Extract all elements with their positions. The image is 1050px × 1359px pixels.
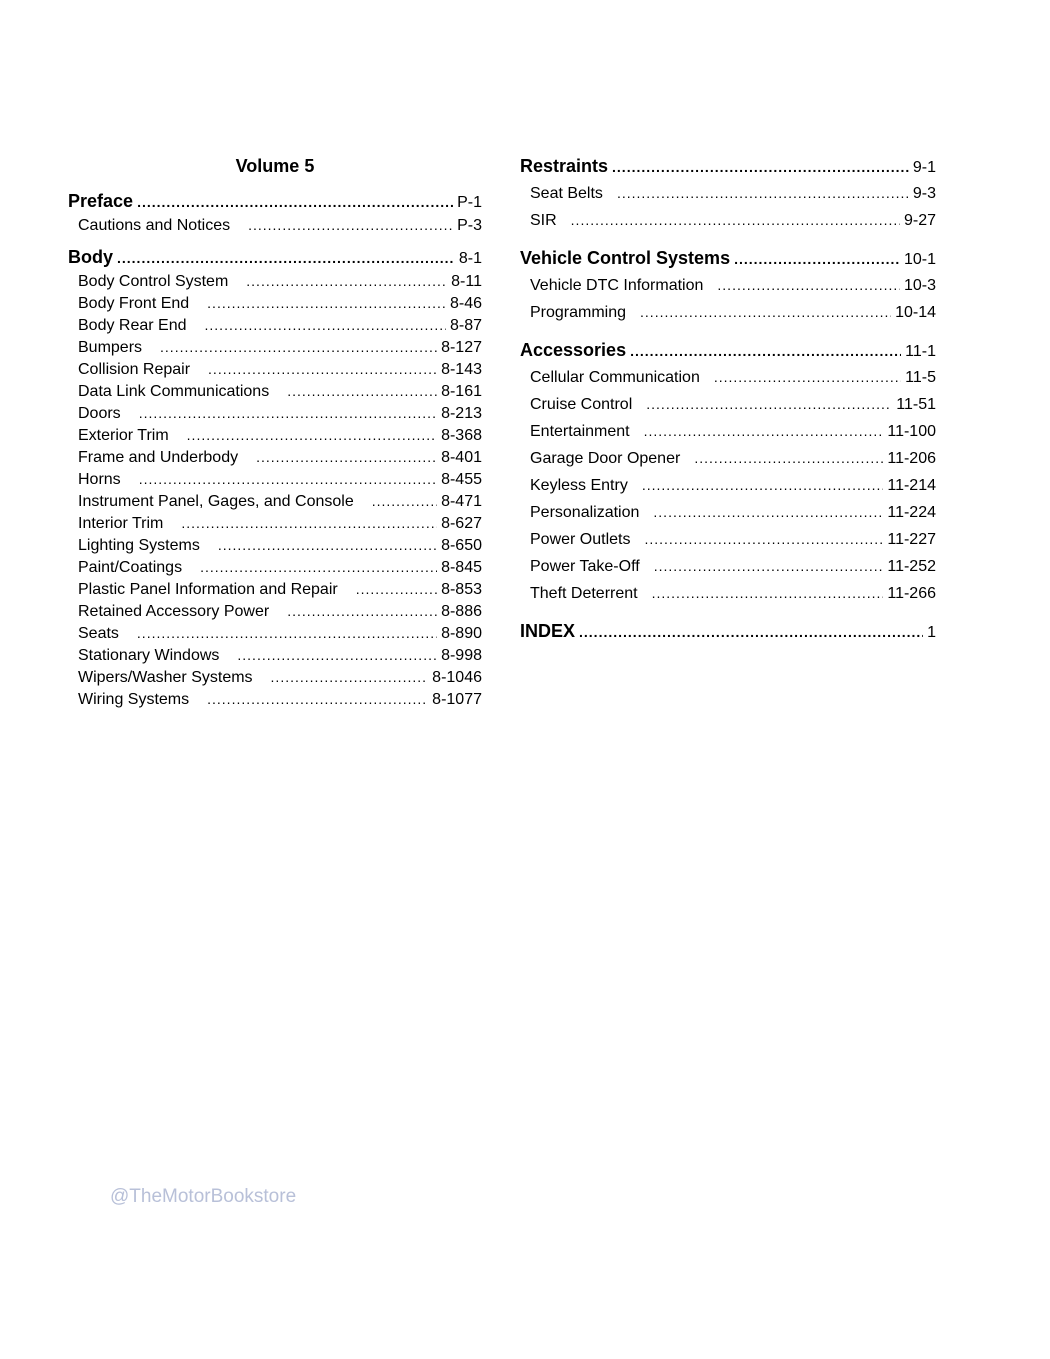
entry-page: 11-266 — [887, 585, 936, 602]
toc-entry[interactable] — [68, 644, 482, 666]
section-title: INDEX — [520, 621, 576, 641]
entry-page: 8-401 — [441, 449, 482, 466]
entry-label: Cellular Communication — [530, 369, 700, 386]
dot-leader — [160, 336, 437, 358]
dot-leader — [571, 207, 900, 234]
entry-label: Interior Trim — [78, 515, 164, 532]
entry-page: 8-46 — [449, 295, 482, 312]
dot-leader — [208, 358, 437, 380]
dot-leader — [271, 666, 429, 688]
toc-section-restraints[interactable] — [520, 152, 936, 180]
toc-entry[interactable] — [68, 402, 482, 424]
dot-leader — [287, 600, 437, 622]
entry-label: Paint/Coatings — [78, 559, 183, 576]
toc-entry[interactable] — [68, 512, 482, 534]
entry-page: 11-206 — [887, 450, 936, 467]
toc-section-body[interactable] — [68, 244, 482, 270]
entry-page: 10-14 — [895, 304, 936, 321]
entry-label: Programming — [530, 304, 627, 321]
entry-page: 8-886 — [441, 603, 482, 620]
dot-leader — [237, 644, 437, 666]
toc-entry[interactable] — [68, 468, 482, 490]
entry-label: Power Take-Off — [530, 558, 640, 575]
dot-leader — [372, 490, 437, 512]
dot-leader — [644, 418, 884, 445]
toc-section-index[interactable] — [520, 617, 936, 645]
toc-entry[interactable] — [68, 214, 482, 236]
entry-page: 11-252 — [887, 558, 936, 575]
dot-leader — [734, 245, 900, 273]
entry-page: 8-11 — [451, 273, 482, 290]
entry-label: Garage Door Opener — [530, 450, 681, 467]
toc-left-column — [68, 152, 482, 710]
section-page: 11-1 — [905, 343, 936, 360]
dot-leader — [187, 424, 437, 446]
dot-leader — [248, 214, 453, 236]
entry-page: 11-224 — [887, 504, 936, 521]
toc-entry[interactable] — [68, 556, 482, 578]
dot-leader — [642, 472, 884, 499]
toc-entry[interactable] — [68, 380, 482, 402]
toc-section-accessories[interactable] — [520, 336, 936, 364]
toc-entry[interactable] — [68, 622, 482, 644]
entry-label: Cautions and Notices — [78, 217, 231, 234]
toc-entry[interactable] — [520, 472, 936, 499]
entry-label: Instrument Panel, Gages, and Console — [78, 493, 354, 510]
entry-page: 11-100 — [887, 423, 936, 440]
toc-entry[interactable] — [68, 358, 482, 380]
toc-entry[interactable] — [68, 666, 482, 688]
dot-leader — [181, 512, 437, 534]
toc-entry[interactable] — [68, 534, 482, 556]
entry-page: 8-161 — [441, 383, 482, 400]
dot-leader — [694, 445, 883, 472]
dot-leader — [617, 180, 909, 207]
dot-leader — [356, 578, 437, 600]
entry-page: 8-143 — [441, 361, 482, 378]
entry-label: Body Front End — [78, 295, 190, 312]
toc-entry[interactable] — [520, 180, 936, 207]
toc-entry[interactable] — [68, 336, 482, 358]
entry-label: Collision Repair — [78, 361, 191, 378]
entry-label: Retained Accessory Power — [78, 603, 270, 620]
dot-leader — [652, 580, 884, 607]
toc-entry[interactable] — [520, 364, 936, 391]
entry-page: 8-845 — [441, 559, 482, 576]
toc-entry[interactable] — [520, 391, 936, 418]
entry-page: 8-87 — [449, 317, 482, 334]
toc-section-vehicle-control-systems[interactable] — [520, 244, 936, 272]
dot-leader — [137, 622, 437, 644]
dot-leader — [218, 534, 437, 556]
toc-entry[interactable] — [68, 424, 482, 446]
entry-label: Entertainment — [530, 423, 630, 440]
toc-entry[interactable] — [68, 688, 482, 710]
entry-label: Theft Deterrent — [530, 585, 638, 602]
entry-page: 8-890 — [441, 625, 482, 642]
section-title: Preface — [68, 191, 134, 211]
toc-entry[interactable] — [520, 418, 936, 445]
entry-label: Seats — [78, 625, 119, 642]
entry-label: Stationary Windows — [78, 647, 220, 664]
entry-page: 8-368 — [441, 427, 482, 444]
dot-leader — [717, 272, 900, 299]
entry-label: Vehicle DTC Information — [530, 277, 704, 294]
toc-entry[interactable] — [68, 292, 482, 314]
entry-page: 9-27 — [903, 212, 936, 229]
section-title: Accessories — [520, 340, 627, 360]
entry-page: 10-3 — [903, 277, 936, 294]
entry-label: Power Outlets — [530, 531, 631, 548]
entry-label: Body Rear End — [78, 317, 187, 334]
entry-label: Plastic Panel Information and Repair — [78, 581, 338, 598]
toc-entry[interactable] — [520, 299, 936, 326]
dot-leader — [207, 688, 428, 710]
section-title: Restraints — [520, 156, 609, 176]
dot-leader — [287, 380, 437, 402]
toc-entry[interactable] — [520, 445, 936, 472]
toc-entry[interactable] — [520, 580, 936, 607]
entry-page: 8-998 — [441, 647, 482, 664]
dot-leader — [117, 245, 455, 271]
entry-label: Body Control System — [78, 273, 229, 290]
entry-page: 8-455 — [441, 471, 482, 488]
entry-label: Seat Belts — [530, 185, 603, 202]
entry-label: Doors — [78, 405, 121, 422]
entry-label: Exterior Trim — [78, 427, 169, 444]
toc-entry[interactable] — [520, 272, 936, 299]
dot-leader — [654, 553, 884, 580]
entry-label: Personalization — [530, 504, 640, 521]
volume-title: Volume 5 — [235, 156, 315, 176]
dot-leader — [256, 446, 437, 468]
toc-right-column — [520, 152, 936, 645]
entry-label: Keyless Entry — [530, 477, 628, 494]
entry-page: 8-213 — [441, 405, 482, 422]
entry-label: Horns — [78, 471, 121, 488]
dot-leader — [205, 314, 446, 336]
toc-entry[interactable] — [520, 526, 936, 553]
dot-leader — [200, 556, 437, 578]
dot-leader — [640, 299, 891, 326]
entry-page: 8-1077 — [432, 691, 482, 708]
watermark: @TheMotorBookstore — [110, 1186, 297, 1207]
toc-entry[interactable] — [68, 270, 482, 292]
section-title: Body — [68, 247, 113, 267]
entry-label: Wiring Systems — [78, 691, 190, 708]
entry-label: SIR — [530, 212, 557, 229]
entry-label: Data Link Communications — [78, 383, 270, 400]
toc-entry[interactable] — [520, 553, 936, 580]
section-title: Vehicle Control Systems — [520, 248, 731, 268]
dot-leader — [246, 270, 447, 292]
toc-entry[interactable] — [68, 600, 482, 622]
dot-leader — [579, 618, 923, 646]
entry-page: 11-51 — [896, 396, 936, 413]
entry-page: 8-627 — [441, 515, 482, 532]
toc-section-preface[interactable] — [68, 188, 482, 214]
toc-entry[interactable] — [68, 578, 482, 600]
dot-leader — [646, 391, 892, 418]
entry-label: Frame and Underbody — [78, 449, 239, 466]
dot-leader — [137, 189, 453, 215]
entry-page: 11-5 — [905, 369, 936, 386]
dot-leader — [653, 499, 883, 526]
entry-page: 8-127 — [441, 339, 482, 356]
entry-page: 8-1046 — [432, 669, 482, 686]
dot-leader — [630, 337, 901, 365]
section-page: P-1 — [457, 194, 482, 211]
entry-page: 8-650 — [441, 537, 482, 554]
entry-page: 8-853 — [441, 581, 482, 598]
entry-page: 11-214 — [887, 477, 936, 494]
section-page: 9-1 — [912, 159, 936, 176]
dot-leader — [644, 526, 883, 553]
entry-page: 9-3 — [912, 185, 936, 202]
section-page: 1 — [927, 624, 936, 641]
toc-entry[interactable] — [520, 207, 936, 234]
dot-leader — [207, 292, 446, 314]
entry-page: 11-227 — [887, 531, 936, 548]
entry-page: P-3 — [457, 217, 482, 234]
dot-leader — [714, 364, 901, 391]
dot-leader — [612, 153, 909, 181]
dot-leader — [139, 468, 437, 490]
entry-label: Cruise Control — [530, 396, 633, 413]
dot-leader — [139, 402, 437, 424]
entry-page: 8-471 — [441, 493, 482, 510]
section-page: 10-1 — [903, 251, 936, 268]
toc-entry[interactable] — [520, 499, 936, 526]
section-page: 8-1 — [458, 250, 482, 267]
entry-label: Wipers/Washer Systems — [78, 669, 253, 686]
toc-entry[interactable] — [68, 314, 482, 336]
toc-entry[interactable] — [68, 446, 482, 468]
entry-label: Bumpers — [78, 339, 143, 356]
toc-entry[interactable] — [68, 490, 482, 512]
entry-label: Lighting Systems — [78, 537, 200, 554]
